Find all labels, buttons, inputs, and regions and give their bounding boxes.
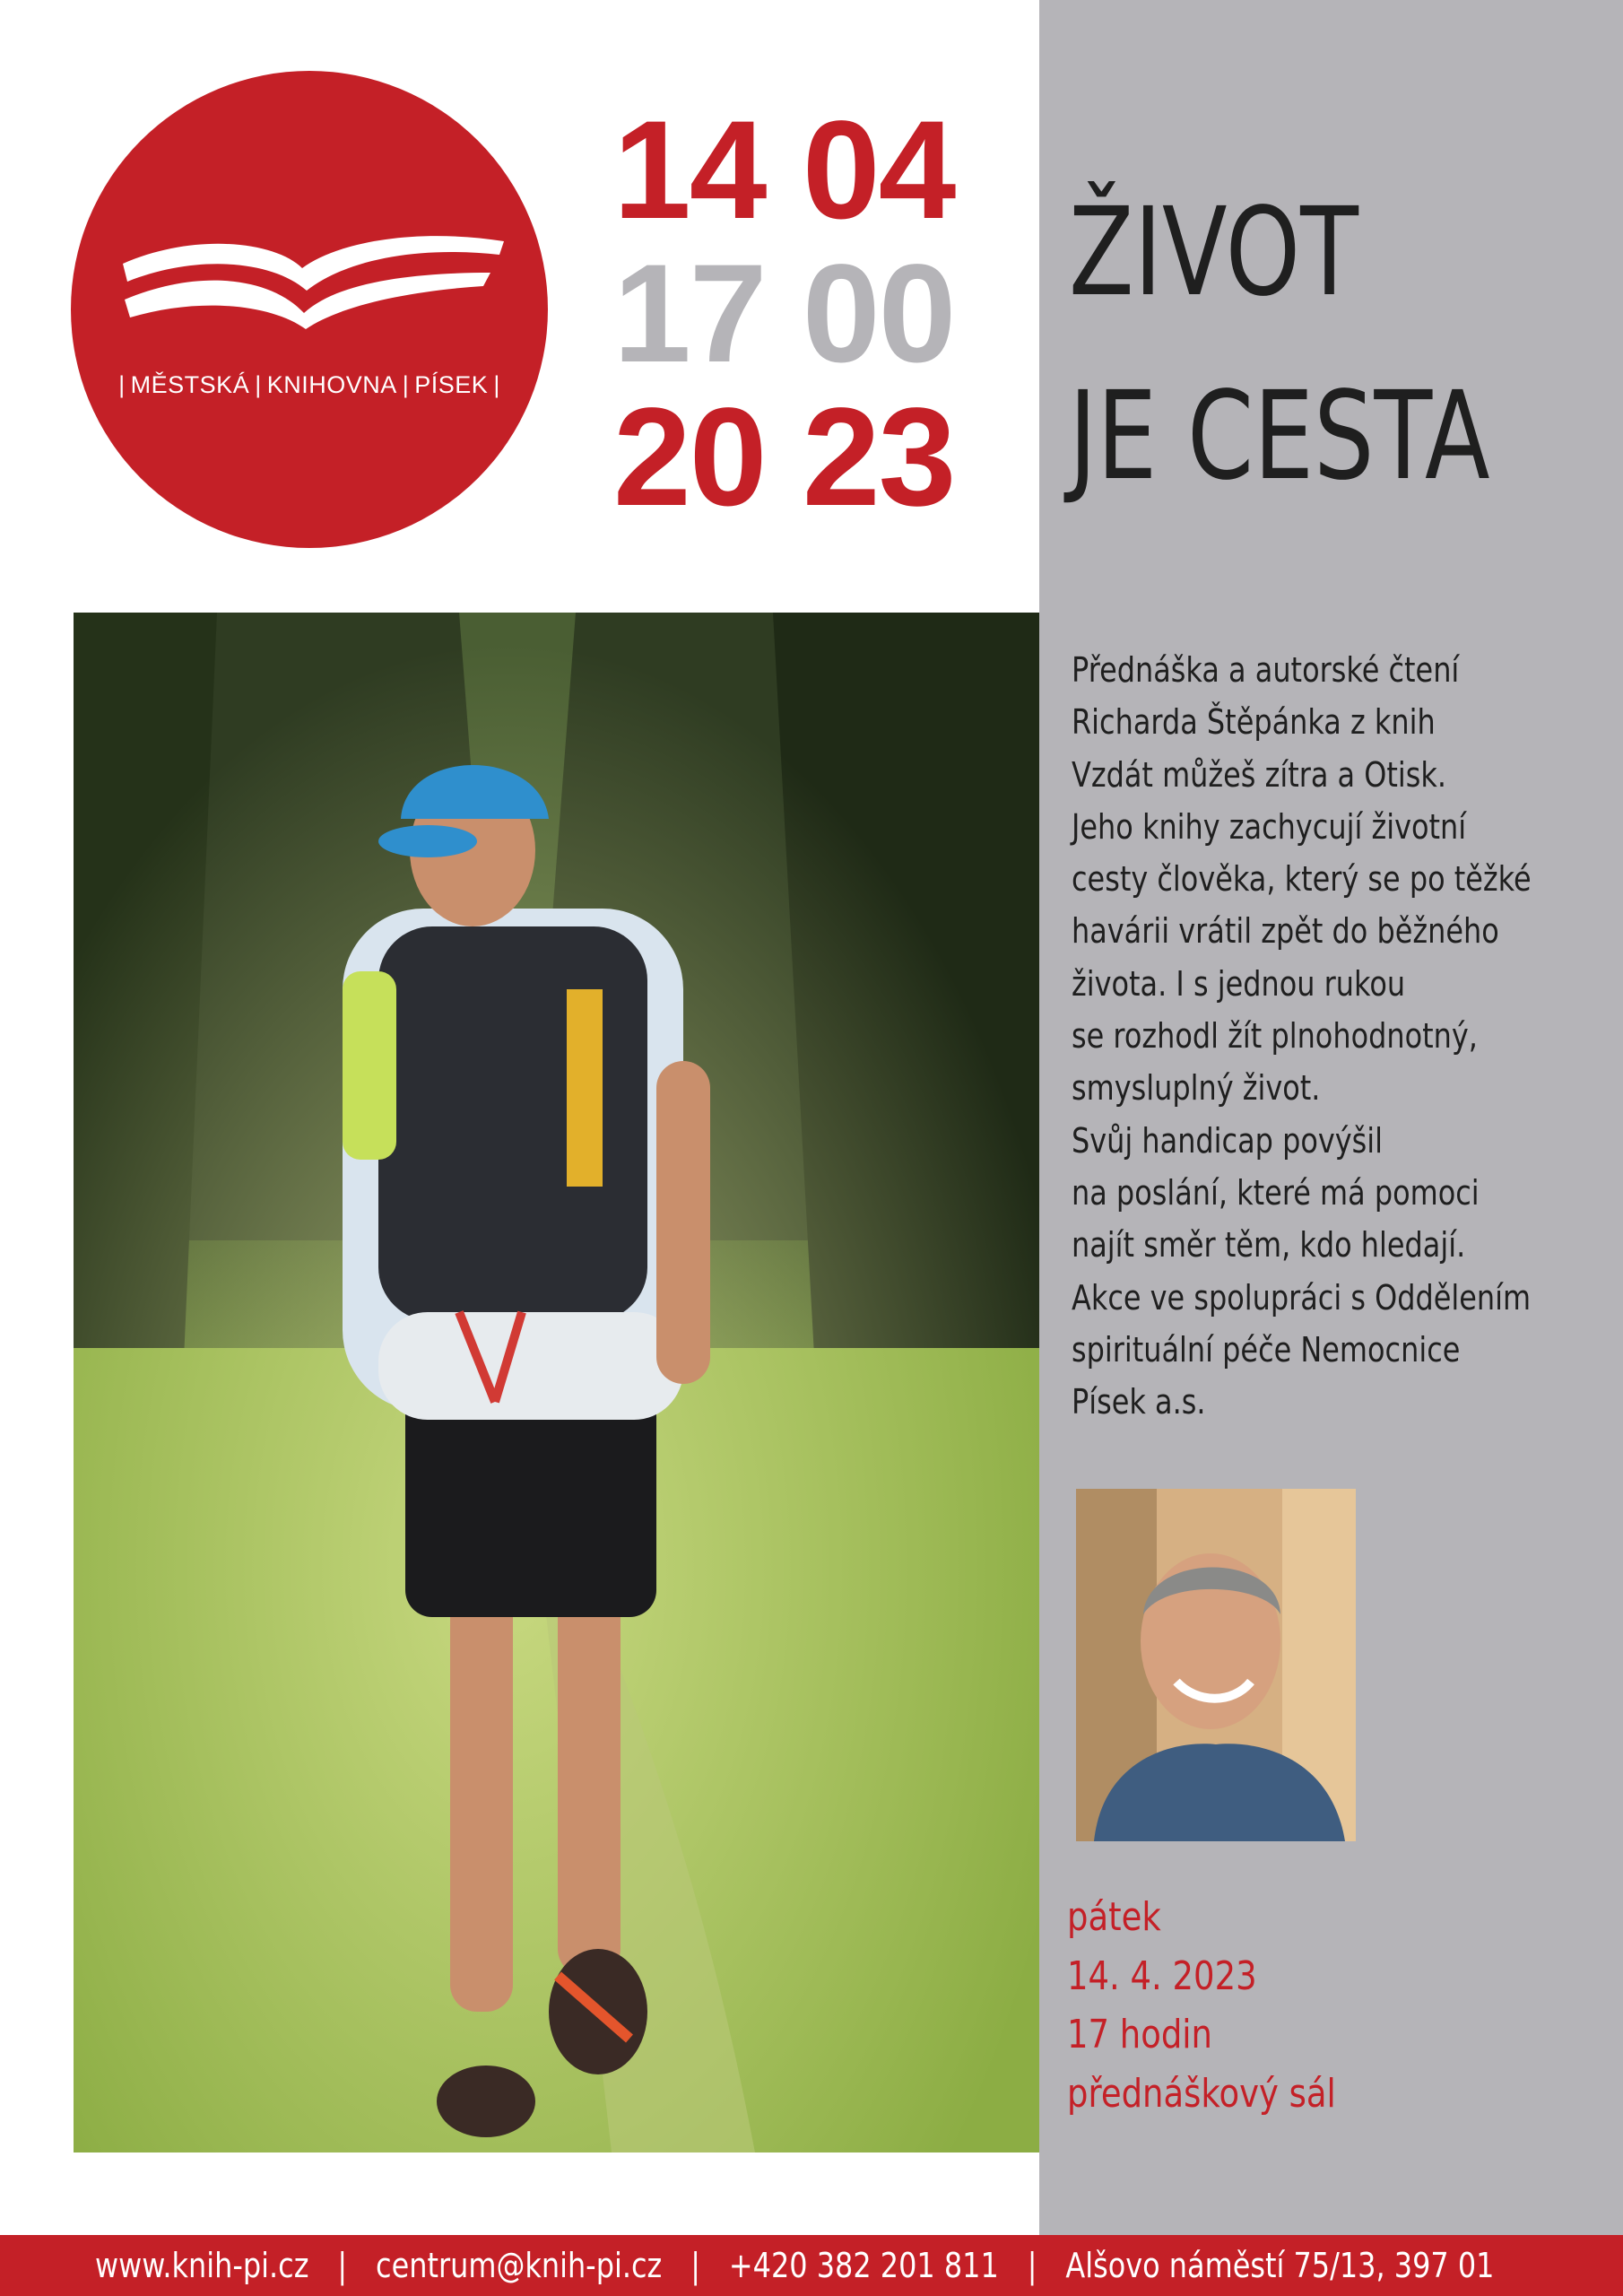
footer-separator: | [337, 2246, 348, 2285]
footer-separator: | [690, 2246, 700, 2285]
description-line: havárii vrátil zpět do běžného [1072, 911, 1499, 952]
description-line: Vzdát můžeš zítra a Otisk. [1072, 754, 1447, 795]
description-line: na poslání, které má pomoci [1072, 1172, 1480, 1213]
description-line: Přednáška a autorské čtení [1072, 650, 1460, 690]
author-portrait [1076, 1489, 1356, 1841]
description-line: se rozhodl žít plnohodnotný, [1072, 1016, 1478, 1057]
description-line: cesty člověka, který se po těžké [1072, 859, 1532, 900]
footer-separator: | [1027, 2246, 1037, 2285]
event-info [1067, 1888, 1336, 2123]
footer-contacts [95, 2244, 1494, 2287]
event-place: přednáškový sál [1067, 2070, 1336, 2117]
footer-address: Alšovo náměstí 75/13, 397 01 [1065, 2246, 1495, 2285]
date-time: 17 00 [613, 236, 955, 392]
description-line: Svůj handicap povýšil [1072, 1120, 1384, 1161]
event-title [1069, 161, 1490, 529]
title-line-2: JE CESTA [1069, 366, 1490, 508]
logo-word-knihovna: KNIHOVNA [266, 371, 397, 398]
hiker-illustration [74, 613, 1039, 2152]
description-line: spirituální péče Nemocnice [1072, 1329, 1461, 1370]
author-portrait-illustration [1076, 1489, 1356, 1841]
event-day: pátek [1067, 1894, 1161, 1940]
description-line: Písek a.s. [1072, 1382, 1206, 1422]
footer-web-link[interactable]: www.knih-pi.cz [95, 2246, 309, 2285]
description-line: Richarda Štěpánka z knih [1072, 702, 1436, 743]
date-block [613, 92, 1001, 535]
hiker-photo [74, 613, 1039, 2152]
footer-email-link[interactable]: centrum@knih-pi.cz [376, 2246, 663, 2285]
event-time: 17 hodin [1067, 2012, 1212, 2057]
logo-wordmark: | MĚSTSKÁ | KNIHOVNA | PÍSEK | [118, 371, 500, 398]
logo-word-pisek: PÍSEK [414, 371, 489, 398]
description-line: smysluplný život. [1072, 1068, 1321, 1109]
event-description [1072, 644, 1532, 1428]
logo-word-mestska: MĚSTSKÁ [130, 371, 250, 398]
description-line: života. I s jednou rukou [1072, 963, 1406, 1004]
description-line: Akce ve spolupráci s Oddělením [1072, 1277, 1532, 1318]
footer-phone[interactable]: +420 382 201 811 [728, 2246, 999, 2285]
description-line: Jeho knihy zachycují životní [1072, 806, 1467, 847]
library-logo [71, 71, 548, 548]
date-day-month: 14 04 [613, 92, 955, 248]
description-line: najít směr těm, kdo hledají. [1072, 1225, 1466, 1265]
title-line-1: ŽIVOT [1069, 182, 1358, 324]
open-book-icon [114, 214, 508, 340]
date-year: 20 23 [613, 379, 955, 535]
footer-bar [0, 2235, 1623, 2296]
event-date: 14. 4. 2023 [1067, 1952, 1257, 1999]
